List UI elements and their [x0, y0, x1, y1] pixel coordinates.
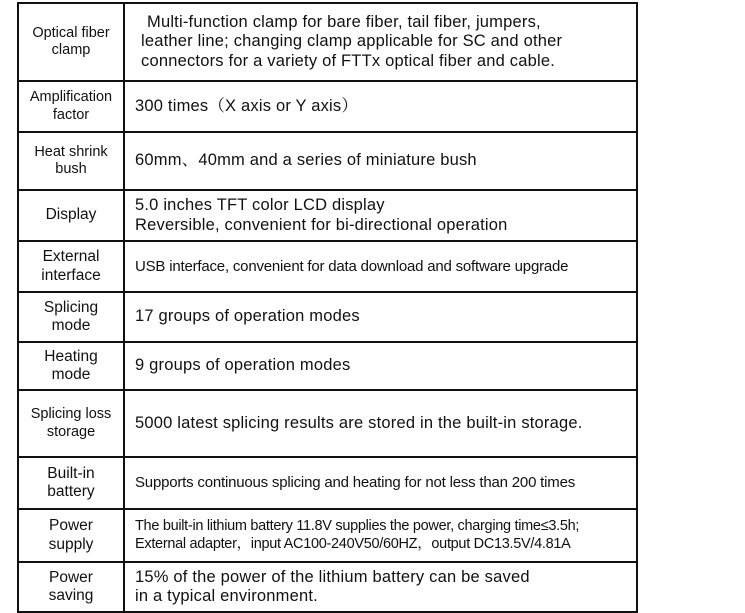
specification-table: [17, 2, 638, 613]
row-label-heating-mode: [18, 342, 124, 390]
table-row: [18, 81, 637, 132]
row-label-splicing-loss-storage: [18, 390, 124, 457]
label-line: External: [42, 248, 100, 266]
row-value-power-saving: [124, 562, 637, 612]
label-line: Optical fiber: [32, 24, 110, 41]
table-row: [18, 241, 637, 292]
row-label-power-saving: [18, 562, 124, 612]
label-line: Splicing loss: [30, 406, 112, 423]
label-line: supply: [48, 535, 94, 553]
value-line: leather line; changing clamp applicable for SC and other: [141, 32, 563, 51]
label-line: Power: [49, 568, 93, 586]
label-line: storage: [46, 423, 96, 440]
table-row: [18, 457, 637, 509]
label-line: Splicing: [43, 298, 99, 316]
table-row: [18, 3, 637, 81]
label-line: Heating: [44, 347, 98, 365]
value-line: 5000 latest splicing results are stored in the built-in storage.: [135, 413, 583, 432]
value-line: 300 times（X axis or Y axis）: [135, 96, 359, 115]
label-line: bush: [55, 161, 87, 177]
label-line: mode: [51, 317, 91, 334]
table-row: [18, 190, 637, 241]
row-label-heat-shrink-bush: [18, 132, 124, 190]
label-line: saving: [48, 587, 94, 604]
label-line: factor: [52, 106, 90, 123]
row-label-built-in-battery: [18, 457, 124, 509]
value-line: 5.0 inches TFT color LCD display: [135, 196, 385, 215]
table-row: [18, 292, 637, 342]
value-line: The built-in lithium battery 11.8V supplies the power, charging time≤3.5h;: [135, 518, 580, 535]
row-value-power-supply: [124, 509, 637, 562]
label-line: clamp: [51, 42, 91, 58]
table-row: [18, 132, 637, 190]
label-line: Power: [49, 517, 93, 535]
row-label-display: [18, 190, 124, 241]
row-value-display: [124, 190, 637, 241]
value-line: 17 groups of operation modes: [135, 307, 360, 326]
value-line: Supports continuous splicing and heating for not less than 200 times: [135, 474, 576, 492]
row-value-amplification-factor: [124, 81, 637, 132]
row-label-power-supply: [18, 509, 124, 562]
row-label-amplification-factor: [18, 81, 124, 132]
row-label-splicing-mode: [18, 292, 124, 342]
table-row: [18, 509, 637, 562]
value-line: USB interface, convenient for data download and software upgrade: [135, 257, 569, 275]
label-line: interface: [41, 266, 101, 284]
value-line: connectors for a variety of FTTx optical fiber and cable.: [141, 51, 555, 70]
value-line: 60mm、40mm and a series of miniature bush: [135, 151, 477, 170]
table-row: [18, 390, 637, 457]
row-value-heating-mode: [124, 342, 637, 390]
value-line: External adapter，input AC100-240V50/60HZ，output DC13.5V/4.81A: [135, 535, 571, 552]
value-line: 15% of the power of the lithium battery can be saved: [135, 567, 530, 586]
label-line: battery: [47, 483, 95, 500]
row-value-optical-fiber-clamp: [124, 3, 637, 81]
row-value-heat-shrink-bush: [124, 132, 637, 190]
row-label-external-interface: [18, 241, 124, 292]
label-line: Heat shrink: [34, 143, 108, 160]
label-line: mode: [51, 366, 91, 383]
value-line: in a typical environment.: [135, 587, 318, 605]
row-value-built-in-battery: [124, 457, 637, 509]
table-row: [18, 562, 637, 612]
table-row: [18, 342, 637, 390]
row-value-splicing-mode: [124, 292, 637, 342]
label-line: Amplification: [29, 89, 113, 106]
row-value-splicing-loss-storage: [124, 390, 637, 457]
row-value-external-interface: [124, 241, 637, 292]
value-line: 9 groups of operation modes: [135, 356, 351, 375]
row-label-optical-fiber-clamp: [18, 3, 124, 81]
label-line: Display: [45, 206, 97, 224]
value-line: Multi-function clamp for bare fiber, tail fiber, jumpers,: [147, 12, 541, 31]
label-line: Built-in: [47, 464, 95, 482]
value-line: Reversible, convenient for bi-directional operation: [135, 215, 508, 234]
